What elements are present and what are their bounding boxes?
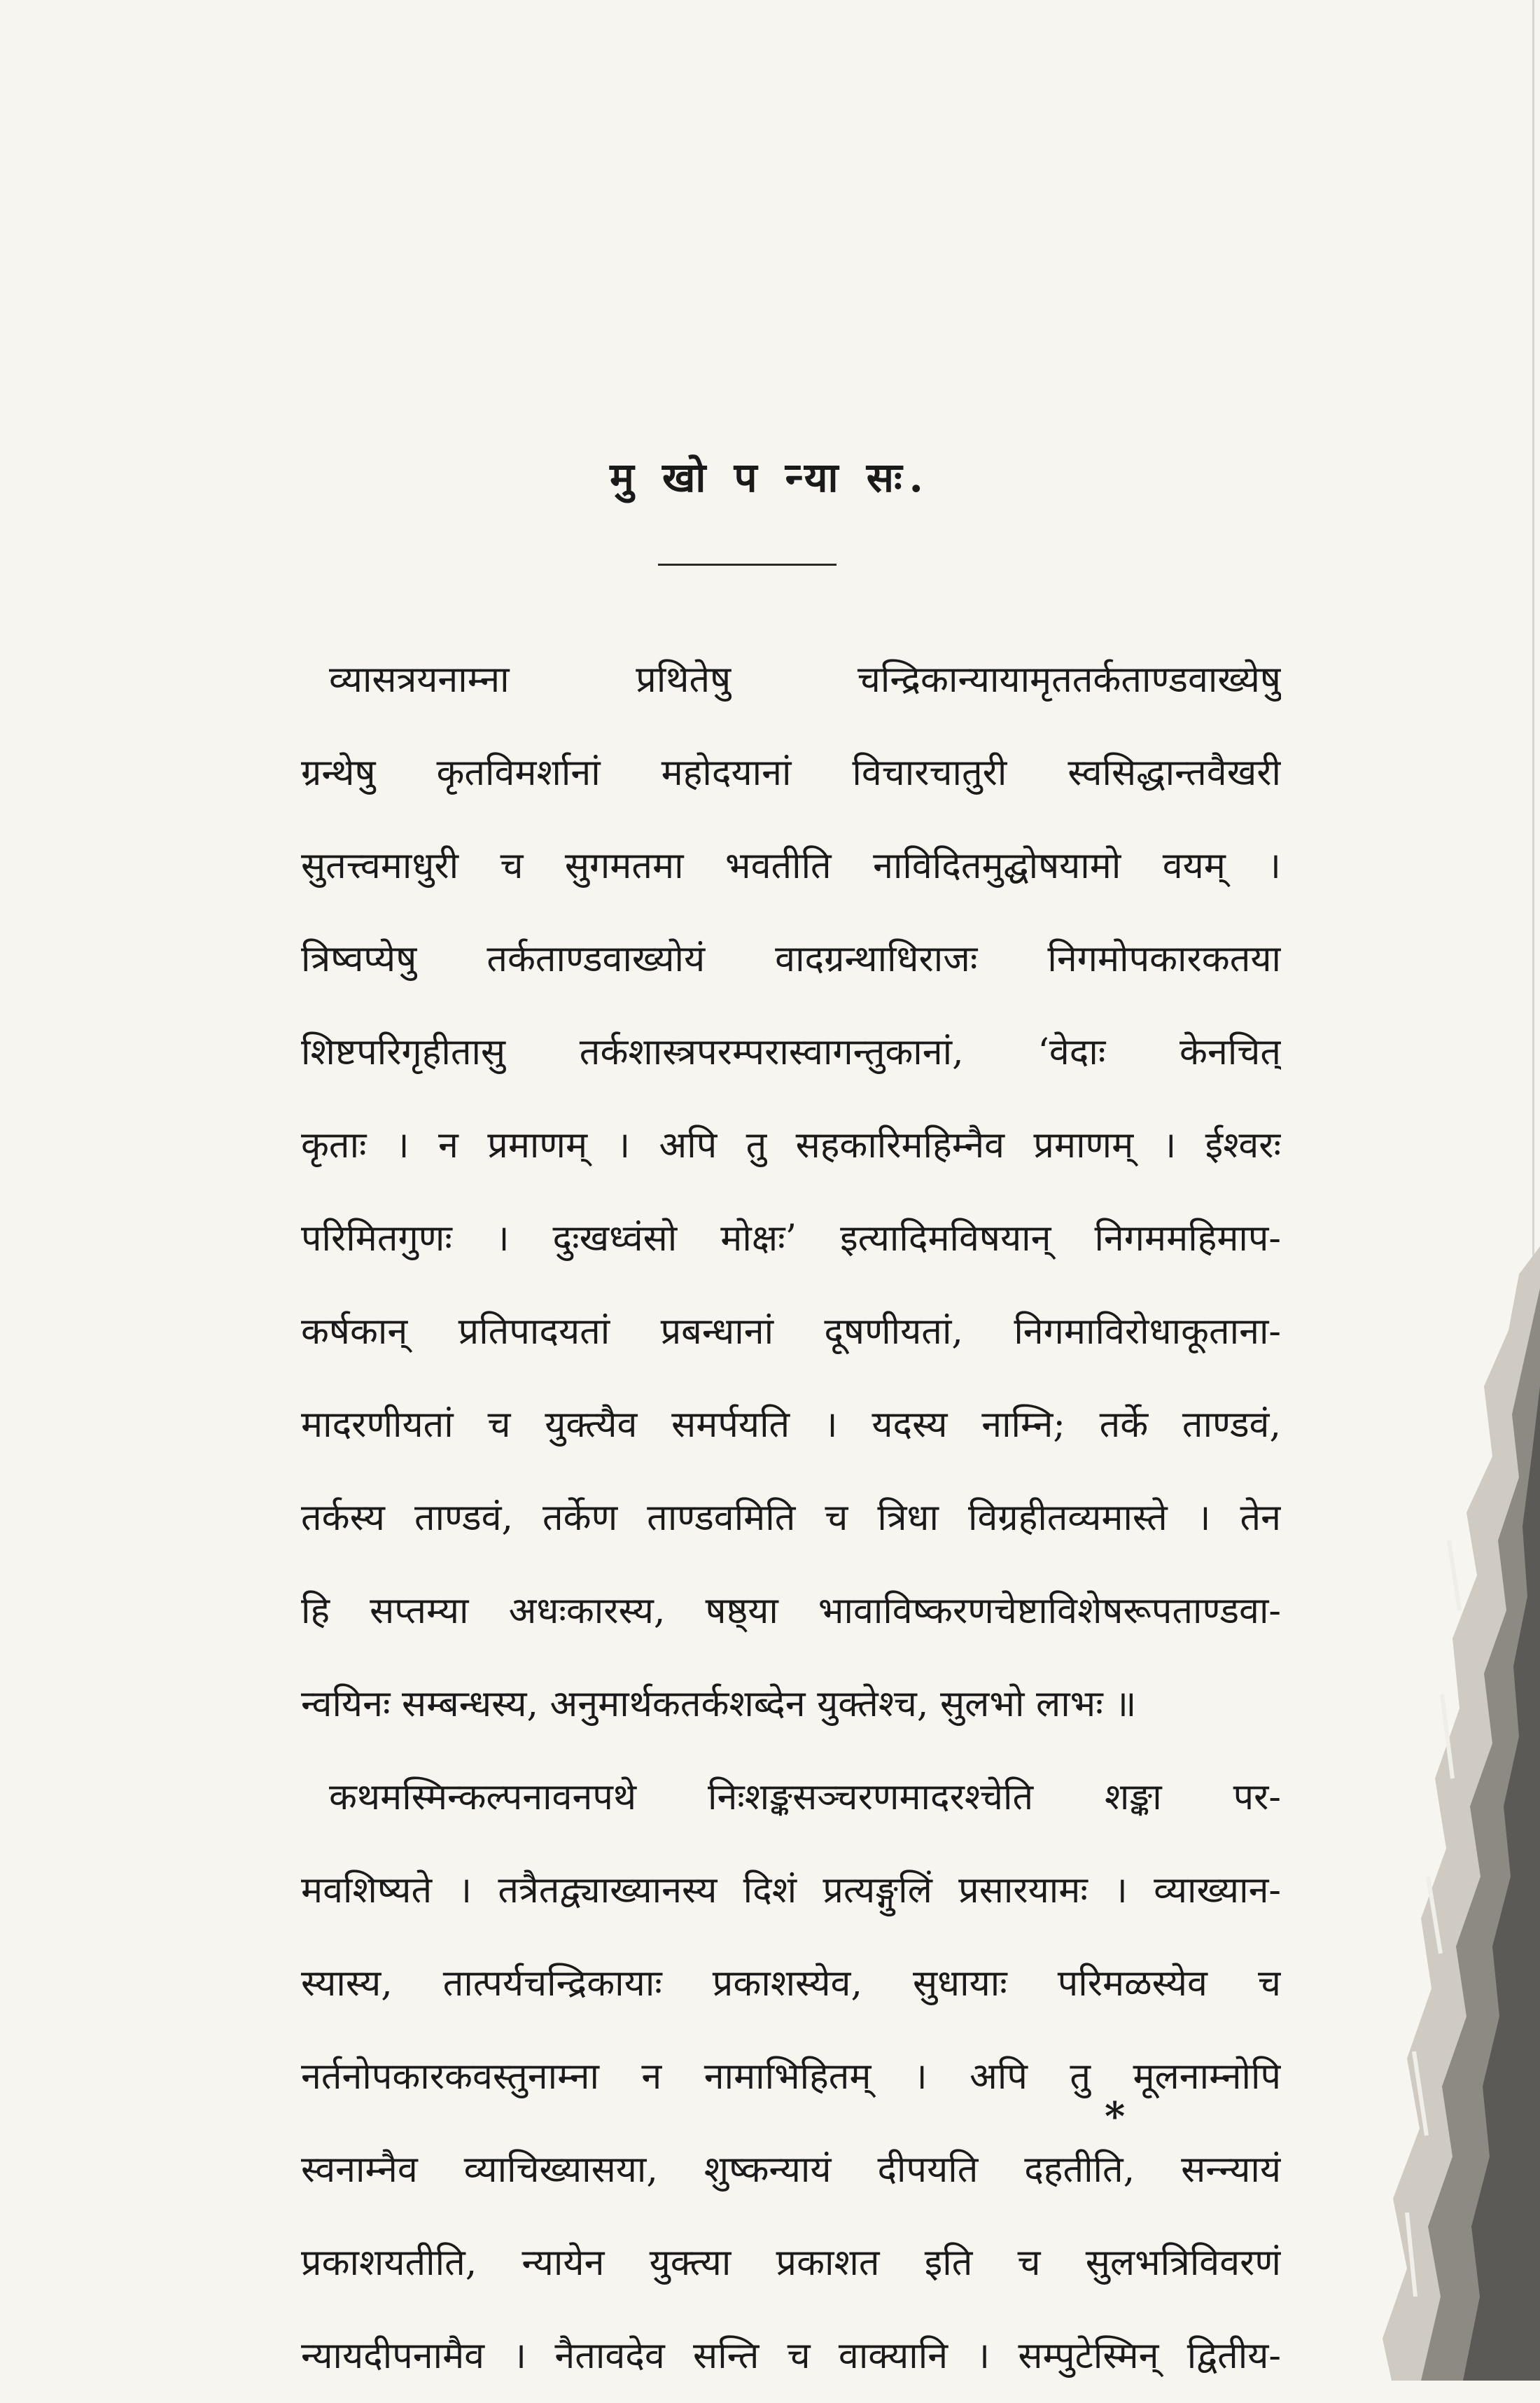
text-line: कर्षकान् प्रतिपादयतां प्रबन्धानां दूषणीयतां, निगमाविरोधाकूताना- <box>301 1311 1281 1353</box>
text-line: व्यासत्रयनाम्ना प्रथितेषु चन्द्रिकान्यायामृततर्कताण्डवाख्येषु <box>329 659 1281 701</box>
text-line: तर्कस्य ताण्डवं, तर्केण ताण्डवमिति च त्रिधा विग्रहीतव्यमास्ते । तेन <box>301 1497 1281 1539</box>
text-line: परिमितगुणः । दुःखध्वंसो मोक्षः’ इत्यादिमविषयान् निगममहिमाप- <box>301 1218 1281 1260</box>
text-line: ग्रन्थेषु कृतविमर्शानां महोदयानां विचारचातुरी स्वसिद्धान्तवैखरी <box>301 752 1281 794</box>
footer-mark: * <box>1105 2094 1126 2140</box>
text-line: प्रकाशयतीति, न्यायेन युक्त्या प्रकाशत इति च सुलभत्रिविवरणं <box>301 2242 1281 2284</box>
text-line: न्वयिनः सम्बन्धस्य, अनुमार्थकतर्कशब्देन युक्तेश्च, सुलभो लाभः ॥ <box>301 1683 1137 1725</box>
page-heading: मु खो प न्या सः. <box>610 454 930 501</box>
text-line: मवशिष्यते । तत्रैतद्व्याख्यानस्य दिशं प्रत्यङ्गुलिं प्रसारयामः । व्याख्यान- <box>301 1869 1281 1911</box>
text-line: नर्तनोपकारकवस्तुनाम्ना न नामाभिहितम् । अपि तु मूलनाम्नोपि <box>301 2056 1281 2098</box>
text-line: कृताः । न प्रमाणम् । अपि तु सहकारिमहिम्नैव प्रमाणम् । ईश्वरः <box>301 1124 1281 1166</box>
body-text <box>301 634 1281 2403</box>
text-line: स्यास्य, तात्पर्यचन्द्रिकायाः प्रकाशस्येव, सुधायाः परिमळस्येव च <box>301 1963 1281 2005</box>
text-line: स्वनाम्नैव व्याचिख्यासया, शुष्कन्यायं दीपयति दहतीति, सन्न्यायं <box>301 2149 1281 2191</box>
heading-rule <box>658 564 836 566</box>
text-line: हि सप्तम्या अधःकारस्य, षष्ठ्या भावाविष्करणचेष्टाविशेषरूपताण्डवा- <box>301 1590 1281 1632</box>
text-line: सुतत्त्वमाधुरी च सुगमतमा भवतीति नाविदितमुद्घोषयामो वयम् । <box>301 845 1281 887</box>
text-line: न्यायदीपनामैव । नैतावदेव सन्ति च वाक्यानि । सम्पुटेस्मिन् द्वितीय- <box>301 2335 1281 2377</box>
text-line: कथमस्मिन्कल्पनावनपथे निःशङ्कसञ्चरणमादरश्चेति शङ्का पर- <box>329 1776 1281 1818</box>
torn-page-edge <box>1309 1246 1540 2381</box>
text-line: त्रिष्वप्येषु तर्कताण्डवाख्योयं वादग्रन्थाधिराजः निगमोपकारकतया <box>301 938 1281 980</box>
text-line: मादरणीयतां च युक्त्यैव समर्पयति । यदस्य नाम्नि; तर्के ताण्डवं, <box>301 1404 1281 1446</box>
text-line: शिष्टपरिगृहीतासु तर्कशास्त्रपरम्परास्वागन्तुकानां, ‘वेदाः केनचित् <box>301 1031 1281 1073</box>
